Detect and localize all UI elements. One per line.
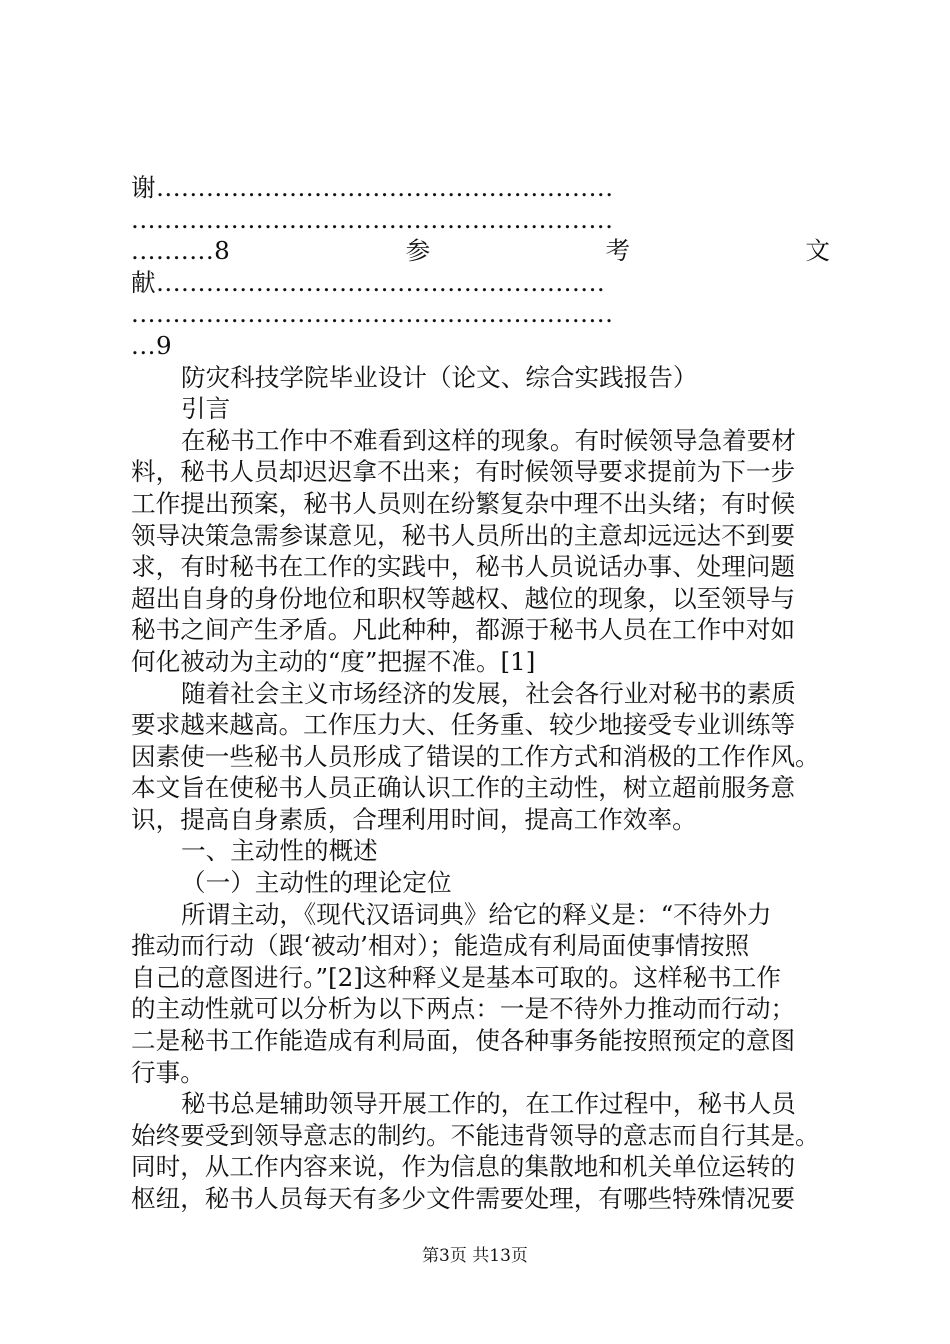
toc-char: 考 <box>605 236 631 266</box>
toc-dots: ..........8 <box>131 236 231 266</box>
paragraph-line: 枢纽，秘书人员每天有多少文件需要处理，有哪些特殊情况要 <box>131 1184 796 1213</box>
paragraph-line: 因素使一些秘书人员形成了错误的工作方式和消极的工作作风。 <box>131 741 820 771</box>
subsection-heading: （一）主动性的理论定位 <box>181 868 452 898</box>
paragraph-line: 秘书之间产生矛盾。凡此种种，都源于秘书人员在工作中对如 <box>131 615 796 645</box>
paragraph-line: 料，秘书人员却迟迟拿不出来；有时候领导要求提前为下一步 <box>131 457 796 487</box>
paragraph-line: 工作提出预案，秘书人员则在纷繁复杂中理不出头绪；有时候 <box>131 488 796 518</box>
paragraph-line: 秘书总是辅助领导开展工作的，在工作过程中，秘书人员 <box>181 1089 796 1119</box>
document-body <box>131 172 830 1215</box>
section-heading: 一、主动性的概述 <box>181 836 378 866</box>
toc-line: .......................................................... <box>131 299 614 329</box>
paragraph-line: 推动而行动（跟‘被动’相对）；能造成有利局面使事情按照 <box>131 931 750 961</box>
paragraph-line: 所谓主动，《现代汉语词典》给它的释义是：“不待外力 <box>181 899 772 929</box>
toc-line: 献...................................................... <box>131 267 606 297</box>
paragraph-line: 要求越来越高。工作压力大、任务重、较少地接受专业训练等 <box>131 710 796 740</box>
toc-char: 参 <box>405 236 431 266</box>
toc-line: ...9 <box>131 330 173 360</box>
paragraph-line: 求，有时秘书在工作的实践中，秘书人员说话办事、处理问题 <box>131 552 796 582</box>
toc-line: .......................................................... <box>131 204 614 234</box>
paragraph-line: 二是秘书工作能造成有利局面，使各种事务能按照预定的意图 <box>131 1026 796 1056</box>
paragraph-line: 随着社会主义市场经济的发展，社会各行业对秘书的素质 <box>181 678 796 708</box>
toc-char: 文 <box>805 236 830 266</box>
toc-line-spread <box>131 235 830 267</box>
paragraph-line: 识，提高自身素质，合理利用时间，提高工作效率。 <box>131 804 697 834</box>
paragraph-line: 行事。 <box>131 1057 205 1087</box>
paragraph-line: 自己的意图进行。”[2]这种释义是基本可取的。这样秘书工作 <box>131 962 781 992</box>
paragraph-line: 的主动性就可以分析为以下两点：一是不待外力推动而行动； <box>131 994 796 1024</box>
paragraph-line: 超出自身的身份地位和职权等越权、越位的现象，以至领导与 <box>131 583 796 613</box>
paragraph-line: 在秘书工作中不难看到这样的现象。有时候领导急着要材 <box>181 425 796 455</box>
paragraph-line: 领导决策急需参谋意见，秘书人员所出的主意却远远达不到要 <box>131 520 796 550</box>
paragraph-line: 同时，从工作内容来说，作为信息的集散地和机关单位运转的 <box>131 1152 796 1182</box>
page-footer: 第3页 共13页 <box>422 1246 528 1266</box>
intro-heading: 引言 <box>181 394 231 424</box>
paragraph-line: 何化被动为主动的“度”把握不准。[1] <box>131 646 536 676</box>
paragraph-line: 本文旨在使秘书人员正确认识工作的主动性，树立超前服务意 <box>131 773 796 803</box>
paragraph-line: 始终要受到领导意志的制约。不能违背领导的意志而自行其是。 <box>131 1120 820 1150</box>
document-header: 防灾科技学院毕业设计（论文、综合实践报告） <box>181 362 698 392</box>
toc-line: 谢....................................................... <box>131 173 614 202</box>
